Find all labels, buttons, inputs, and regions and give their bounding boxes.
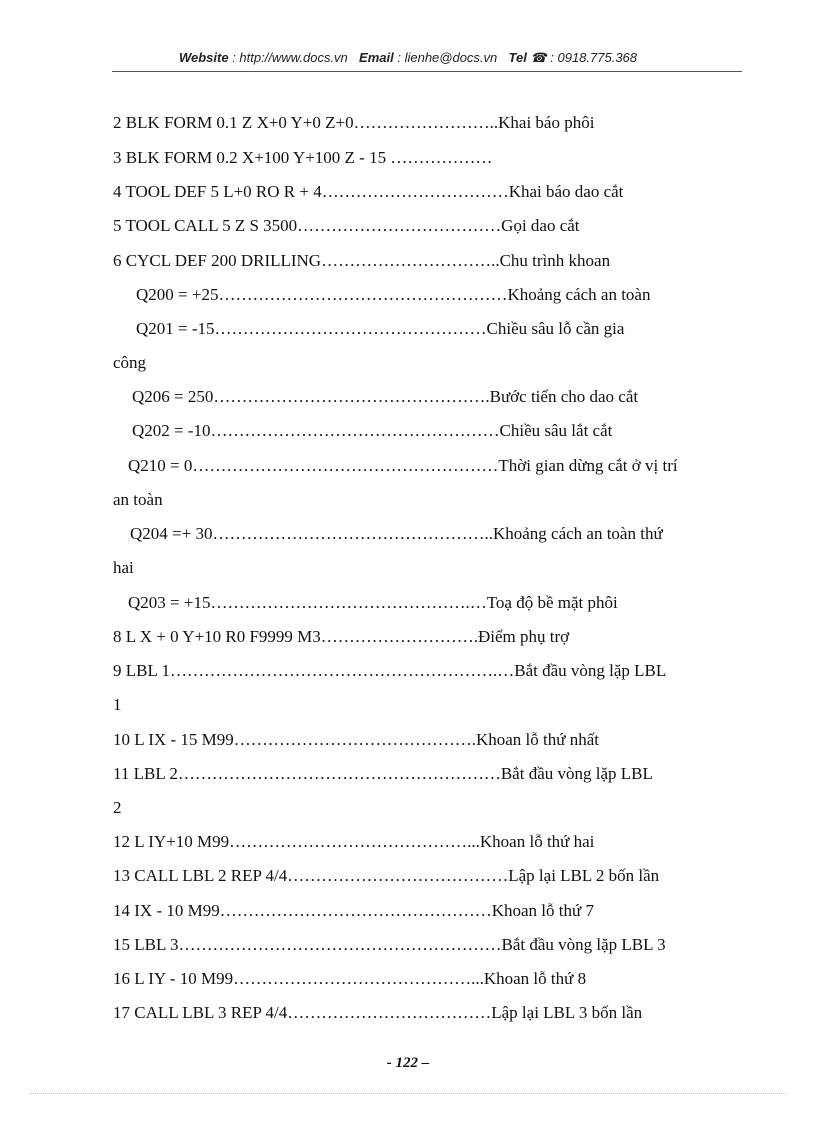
program-line: 10 L IX - 15 M99…………………………………….Khoan lỗ thứ nhất: [113, 730, 599, 749]
continuation-line: 1: [113, 695, 122, 714]
program-line: 8 L X + 0 Y+10 R0 F9999 M3……………………….Điểm phụ trợ: [113, 627, 570, 646]
parameter-line: Q202 = -10……………………………………………Chiều sâu lắt cắt: [132, 421, 613, 440]
website-label: Website: [178, 50, 229, 65]
tel-value: ☎ : 0918.775.368: [530, 50, 638, 65]
program-line: 11 LBL 2…………………………………………………Bắt đầu vòng lặp LBL: [113, 764, 653, 783]
email-value: : lienhe@docs.vn: [397, 50, 498, 65]
continuation-line: an toàn: [113, 490, 163, 509]
program-line: 12 L IY+10 M99……………………………………...Khoan lỗ thứ hai: [113, 832, 595, 851]
program-line: 6 CYCL DEF 200 DRILLING…………………………..Chu trình khoan: [113, 251, 611, 270]
email-label: Email: [359, 50, 394, 65]
program-line: 3 BLK FORM 0.2 X+100 Y+100 Z - 15 ………………: [113, 148, 493, 167]
parameter-line: Q206 = 250………………………………………….Bước tiến cho dao cắt: [132, 387, 639, 406]
program-line: 16 L IY - 10 M99……………………………………...Khoan lỗ thứ 8: [113, 969, 587, 988]
program-line: 4 TOOL DEF 5 L+0 RO R + 4……………………………Khai báo dao cắt: [113, 182, 624, 201]
parameter-line: Q200 = +25……………………………………………Khoảng cách an toàn: [136, 285, 651, 304]
page-number: - 122 –: [386, 1055, 430, 1071]
website-value: : http://www.docs.vn: [232, 50, 348, 65]
program-line: 17 CALL LBL 3 REP 4/4………………………………Lập lại LBL 3 bốn lần: [113, 1003, 643, 1022]
page-header: [0, 50, 816, 66]
program-line: 9 LBL 1………………………………………………….…Bắt đầu vòng lặp LBL: [113, 661, 667, 680]
continuation-line: công: [113, 353, 147, 372]
program-line: 2 BLK FORM 0.1 Z X+0 Y+0 Z+0……………………..Khai báo phôi: [113, 113, 595, 132]
program-line: 15 LBL 3…………………………………………………Bắt đầu vòng lặp LBL 3: [113, 935, 666, 954]
parameter-line: Q204 =+ 30…………………………………………..Khoảng cách an toàn thứ: [130, 524, 663, 543]
program-line: 14 IX - 10 M99…………………………………………Khoan lỗ thứ 7: [113, 901, 594, 920]
parameter-line: Q201 = -15…………………………………………Chiều sâu lỗ cần gia: [136, 319, 625, 338]
parameter-line: Q203 = +15……………………………………….…Toạ độ bề mặt phôi: [128, 593, 618, 612]
continuation-line: 2: [113, 798, 122, 817]
bottom-dotted-rule: [30, 1093, 786, 1094]
continuation-line: hai: [113, 558, 134, 577]
tel-label: Tel: [508, 50, 527, 65]
program-line: 5 TOOL CALL 5 Z S 3500………………………………Gọi dao cắt: [113, 216, 580, 235]
program-line: 13 CALL LBL 2 REP 4/4…………………………………Lập lại LBL 2 bốn lần: [113, 866, 660, 885]
parameter-line: Q210 = 0………………………………………………Thời gian dừng cắt ở vị trí: [128, 456, 678, 475]
header-rule: [112, 71, 742, 72]
